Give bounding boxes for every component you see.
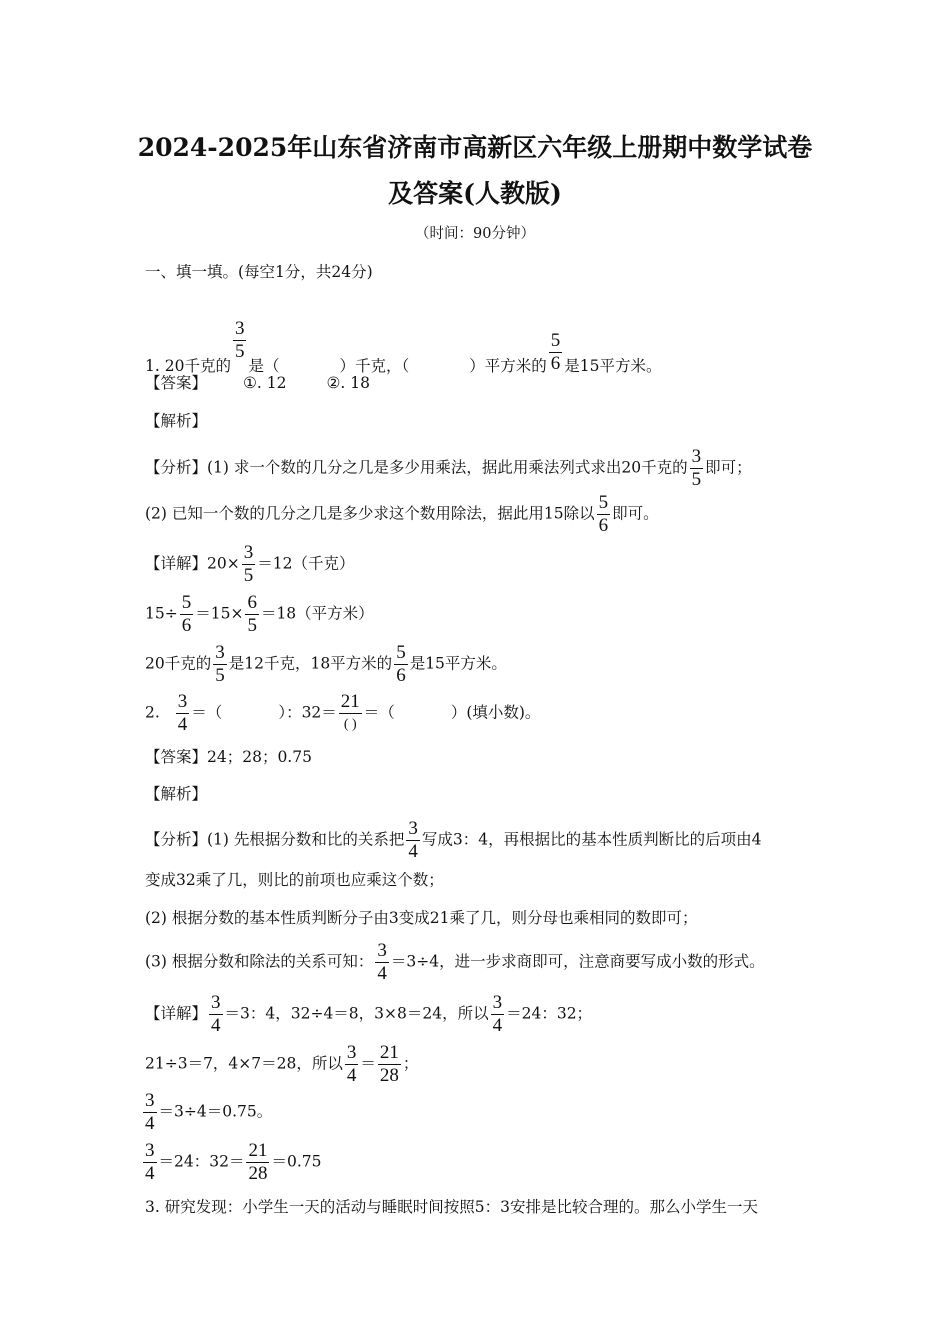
fraction-3-4: $\frac{3}{4}$	[492, 992, 503, 1036]
question-2: 2. $\frac{3}{4}$ ＝（ ）：32＝ 21 ( ) ＝（ ）(填小数)。	[145, 691, 541, 735]
q1-jiexi-label: 【解析】	[145, 412, 208, 430]
fraction-21-paren: 21 ( )	[340, 691, 360, 732]
q1-detail-3: 20千克的 $\frac{3}{5}$ 是12千克，18平方米的 $\frac{5}{6}$ 是15平方米。	[145, 642, 507, 686]
fraction-5-6: $\frac{5}{6}$	[396, 642, 406, 686]
q2-jiexi-label: 【解析】	[145, 785, 208, 803]
fraction-3-5: $\frac{3}{5}$	[691, 446, 702, 490]
q2-analysis-1-cont: 变成32乘了几，则比的前项也应乘这个数；	[145, 871, 444, 889]
fraction-3-4: $\frac{3}{4}$	[377, 940, 387, 984]
q2-analysis-2: (2) 根据分数的基本性质判断分子由3变成21乘了几，则分母也乘相同的数即可；	[145, 909, 698, 927]
q1-answer: 【答案】 ①. 12 ②. 18	[145, 374, 370, 392]
time-note: （时间：90分钟）	[415, 226, 535, 242]
document-title-line2: 及答案(人教版)	[388, 179, 562, 208]
fraction-3-4: $\frac{3}{4}$	[177, 691, 188, 735]
fraction-3-4: $\frac{3}{4}$	[211, 992, 221, 1036]
q1-detail-2: 15÷ $\frac{5}{6}$ ＝15× $\frac{6}{5}$ ＝18（平方米）	[145, 592, 374, 636]
fraction-5-6: $\frac{5}{6}$	[598, 492, 609, 536]
section-heading: 一、填一填。(每空1分，共24分)	[145, 263, 373, 281]
q2-analysis-1: 【分析】(1) 先根据分数和比的关系把 $\frac{3}{4}$ 写成3：4，再根据比的基本性质判断比的后项由4	[145, 818, 762, 862]
fraction-3-5: $\frac{3}{5}$	[234, 318, 245, 362]
q1-text-e: 是15平方米。	[564, 357, 662, 375]
fraction-5-6: $\frac{5}{6}$	[181, 592, 192, 636]
fraction-5-6: $\frac{5}{6}$	[550, 330, 561, 374]
fraction-21-28: $\frac{21}{28}$	[379, 1042, 399, 1086]
q2-analysis-3: (3) 根据分数和除法的关系可知： $\frac{3}{4}$ ＝3÷4，进一步求商即可，注意商要写成小数的形式。	[145, 940, 765, 984]
document-title-line1: 2024-2025年山东省济南市高新区六年级上册期中数学试卷	[137, 133, 813, 162]
fraction-21-28: $\frac{21}{28}$	[248, 1140, 268, 1184]
fraction-3-4: $\frac{3}{4}$	[408, 818, 418, 862]
q2-answer: 【答案】24；28；0.75	[145, 748, 312, 766]
fraction-3-4: $\frac{3}{4}$	[346, 1042, 357, 1086]
q1-analysis-2: (2) 已知一个数的几分之几是多少求这个数用除法，据此用15除以 $\frac{5}{6}$ 即可。	[145, 492, 659, 536]
q1-text-b: 是（	[248, 357, 280, 375]
question-1	[145, 318, 661, 376]
fraction-3-4: $\frac{3}{4}$	[145, 1090, 155, 1134]
q2-detail-1: 【详解】 $\frac{3}{4}$ ＝3：4，32÷4＝8，3×8＝24，所以 $\frac{3}{4}$ ＝24：32；	[145, 992, 593, 1036]
question-3: 3. 研究发现：小学生一天的活动与睡眠时间按照5：3安排是比较合理的。那么小学生一天	[145, 1198, 758, 1216]
q2-detail-2: 21÷3＝7，4×7＝28，所以 $\frac{3}{4}$ ＝ $\frac{21}{28}$ ；	[145, 1042, 419, 1086]
q1-detail-1: 【详解】20× $\frac{3}{5}$ ＝12（千克）	[145, 542, 355, 586]
q1-text-a: 1. 20千克的	[145, 357, 231, 375]
q2-detail-4: $\frac{3}{4}$ ＝24：32＝ $\frac{21}{28}$ ＝0.75	[145, 1140, 322, 1184]
q1-text-d: ）平方米的	[469, 357, 547, 375]
fraction-3-4: $\frac{3}{4}$	[145, 1140, 155, 1184]
q2-detail-3: $\frac{3}{4}$ ＝3÷4＝0.75。	[145, 1090, 273, 1134]
fraction-3-5: $\frac{3}{5}$	[243, 542, 254, 586]
q1-analysis-1: 【分析】(1) 求一个数的几分之几是多少用乘法，据此用乘法列式求出20千克的 $\frac{3}{5}$ 即可；	[145, 446, 752, 490]
fraction-6-5: $\frac{6}{5}$	[247, 592, 257, 636]
fraction-3-5: $\frac{3}{5}$	[215, 642, 225, 686]
q1-text-c: ）千克，（	[339, 357, 410, 375]
